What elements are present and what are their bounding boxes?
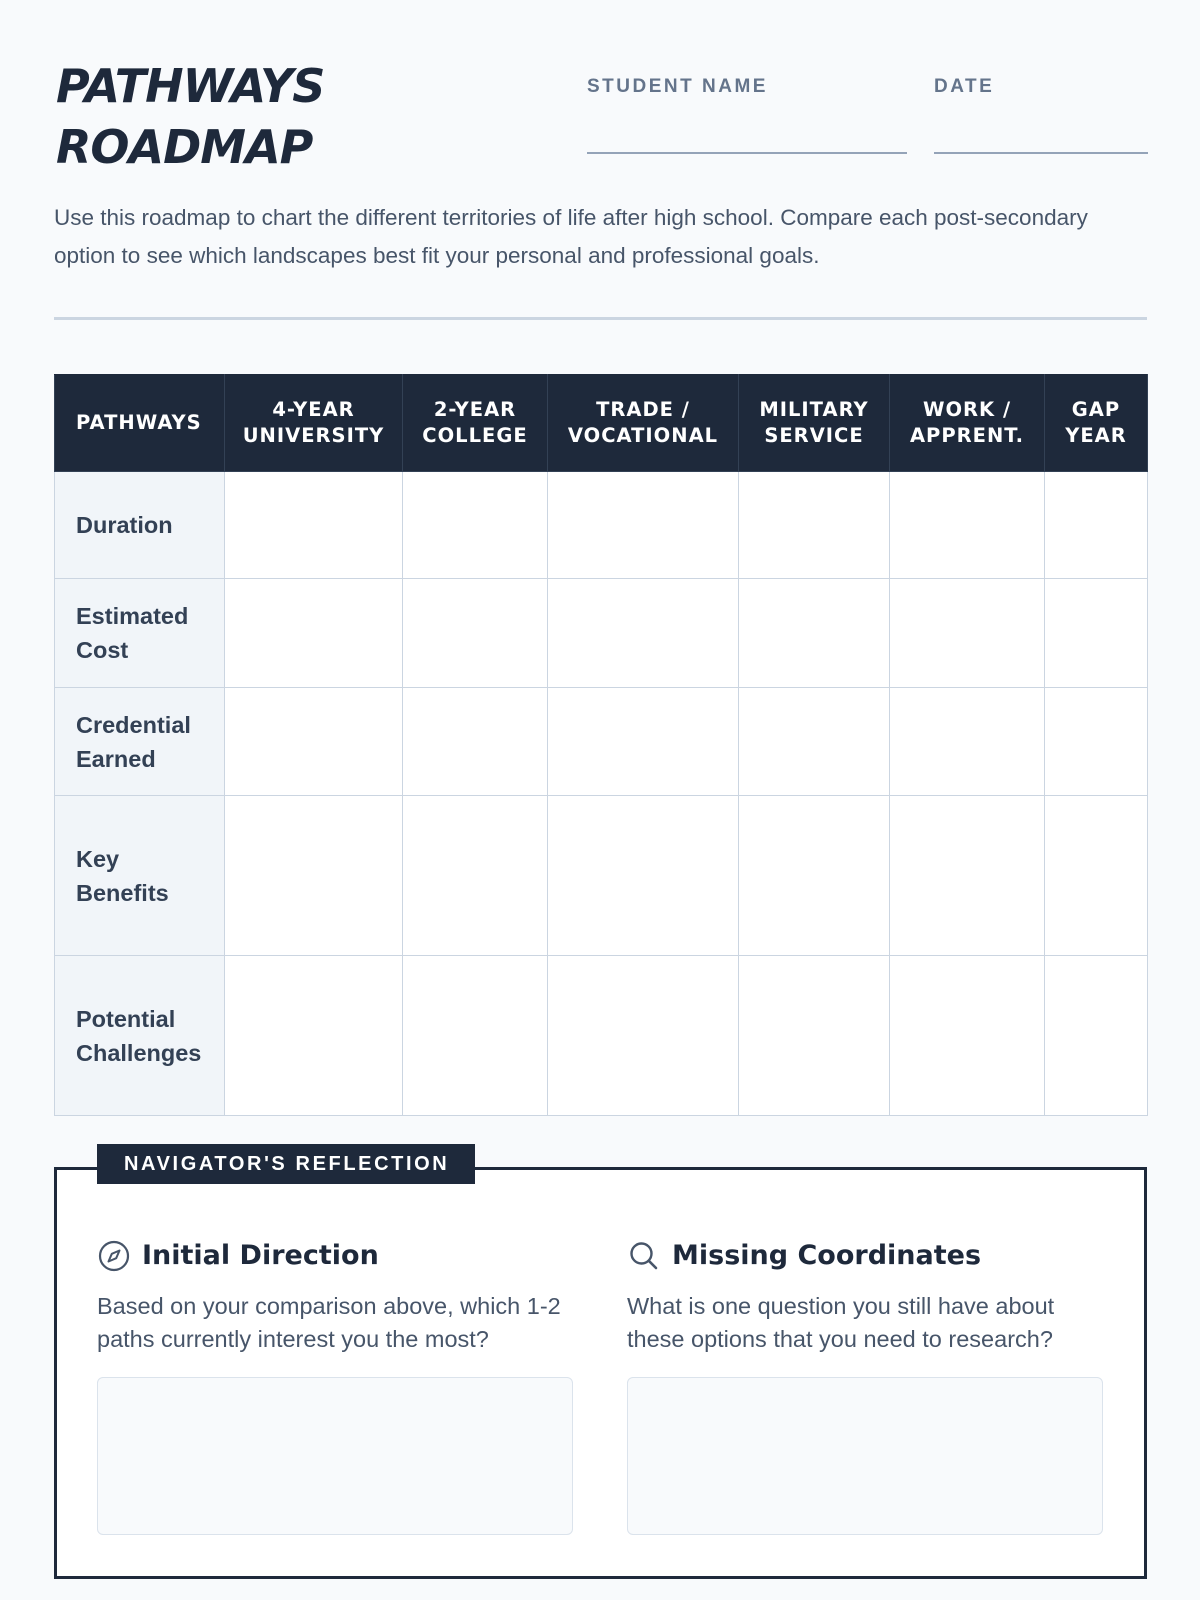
row-label-key-benefits (55, 796, 225, 956)
missing-coordinates-section (627, 1238, 1103, 1356)
column-header-line: 2-YEAR (433, 398, 517, 421)
search-icon (627, 1239, 661, 1273)
date-label: DATE (934, 76, 995, 97)
entry-cell[interactable] (739, 579, 890, 688)
row-label-line: Potential (76, 1005, 176, 1032)
initial-direction-section (97, 1238, 573, 1356)
column-header-work-apprenticeship (890, 375, 1045, 472)
entry-cell[interactable] (739, 956, 890, 1116)
pathways-comparison-table (54, 374, 1148, 1116)
initial-direction-answer-box[interactable] (97, 1377, 573, 1535)
entry-cell[interactable] (225, 956, 403, 1116)
entry-cell[interactable] (890, 956, 1045, 1116)
entry-cell[interactable] (1045, 579, 1148, 688)
student-name-line[interactable] (587, 152, 907, 154)
entry-cell[interactable] (1045, 796, 1148, 956)
page-title-line-1: PATHWAYS (56, 59, 325, 113)
initial-direction-title: Initial Direction (142, 1240, 379, 1271)
column-header-line: APPRENT. (909, 424, 1025, 447)
date-field[interactable] (934, 74, 1148, 100)
column-header-gap-year (1045, 375, 1148, 472)
entry-cell[interactable] (225, 579, 403, 688)
table-row-key-benefits (55, 796, 1148, 956)
entry-cell[interactable] (548, 579, 739, 688)
row-label-line: Benefits (76, 879, 169, 906)
column-header-line: WORK / (922, 398, 1012, 421)
column-header-line: TRADE / (596, 398, 690, 421)
entry-cell[interactable] (225, 796, 403, 956)
page-title (56, 56, 516, 178)
entry-cell[interactable] (890, 796, 1045, 956)
row-label-line: Credential (76, 711, 191, 738)
date-line[interactable] (934, 152, 1148, 154)
column-header-line: COLLEGE (422, 424, 528, 447)
entry-cell[interactable] (548, 472, 739, 579)
initial-direction-heading (97, 1238, 573, 1274)
entry-cell[interactable] (1045, 688, 1148, 796)
column-header-4-year-university (225, 375, 403, 472)
missing-coordinates-answer-box[interactable] (627, 1377, 1103, 1535)
table-row-potential-challenges (55, 956, 1148, 1116)
entry-cell[interactable] (739, 688, 890, 796)
row-label-line: Earned (76, 745, 156, 772)
entry-cell[interactable] (225, 688, 403, 796)
corner-header: PATHWAYS (55, 375, 225, 472)
initial-direction-prompt: Based on your comparison above, which 1-2 paths currently interest you the most? (97, 1293, 561, 1352)
row-label-estimated-cost (55, 579, 225, 688)
entry-cell[interactable] (548, 796, 739, 956)
table-row-estimated-cost (55, 579, 1148, 688)
column-header-line: MILITARY (759, 398, 869, 421)
entry-cell[interactable] (739, 796, 890, 956)
reflection-tab-label: NAVIGATOR'S REFLECTION (97, 1144, 475, 1184)
column-header-line: VOCATIONAL (567, 424, 719, 447)
intro-text: Use this roadmap to chart the different territories of life after high school. Compare each post-secondary option to see which landscapes best fit your personal and professional goals. (54, 205, 1088, 268)
entry-cell[interactable] (739, 472, 890, 579)
entry-cell[interactable] (890, 472, 1045, 579)
compass-icon (97, 1239, 131, 1273)
entry-cell[interactable] (403, 688, 548, 796)
entry-cell[interactable] (403, 796, 548, 956)
entry-cell[interactable] (1045, 956, 1148, 1116)
column-header-line: 4-YEAR (272, 398, 355, 421)
table-header-row (55, 375, 1148, 472)
entry-cell[interactable] (890, 579, 1045, 688)
column-header-line: UNIVERSITY (242, 424, 385, 447)
row-label-credential-earned (55, 688, 225, 796)
row-label-line: Cost (76, 637, 129, 663)
row-label-potential-challenges (55, 956, 225, 1116)
missing-coordinates-heading (627, 1238, 1103, 1274)
section-divider (54, 317, 1147, 320)
entry-cell[interactable] (403, 956, 548, 1116)
column-header-2-year-college (403, 375, 548, 472)
column-header-military-service (739, 375, 890, 472)
missing-coordinates-title: Missing Coordinates (672, 1240, 982, 1271)
row-label-line: Duration (76, 512, 173, 538)
entry-cell[interactable] (548, 688, 739, 796)
column-header-line: YEAR (1065, 424, 1127, 447)
entry-cell[interactable] (403, 579, 548, 688)
missing-coordinates-prompt: What is one question you still have about these options that you need to research? (627, 1293, 1055, 1352)
student-name-label: STUDENT NAME (587, 76, 768, 97)
entry-cell[interactable] (403, 472, 548, 579)
entry-cell[interactable] (225, 472, 403, 579)
column-header-line: GAP (1071, 398, 1121, 421)
entry-cell[interactable] (548, 956, 739, 1116)
row-label-line: Key (76, 845, 120, 872)
student-name-field[interactable] (587, 74, 907, 100)
entry-cell[interactable] (1045, 472, 1148, 579)
entry-cell[interactable] (890, 688, 1045, 796)
row-label-line: Challenges (76, 1039, 202, 1066)
column-header-line: SERVICE (764, 424, 864, 447)
table-row-credential-earned (55, 688, 1148, 796)
page-title-line-2: ROADMAP (56, 120, 313, 174)
column-header-trade-vocational (548, 375, 739, 472)
row-label-duration (55, 472, 225, 579)
table-row-duration (55, 472, 1148, 579)
row-label-line: Estimated (76, 603, 189, 629)
